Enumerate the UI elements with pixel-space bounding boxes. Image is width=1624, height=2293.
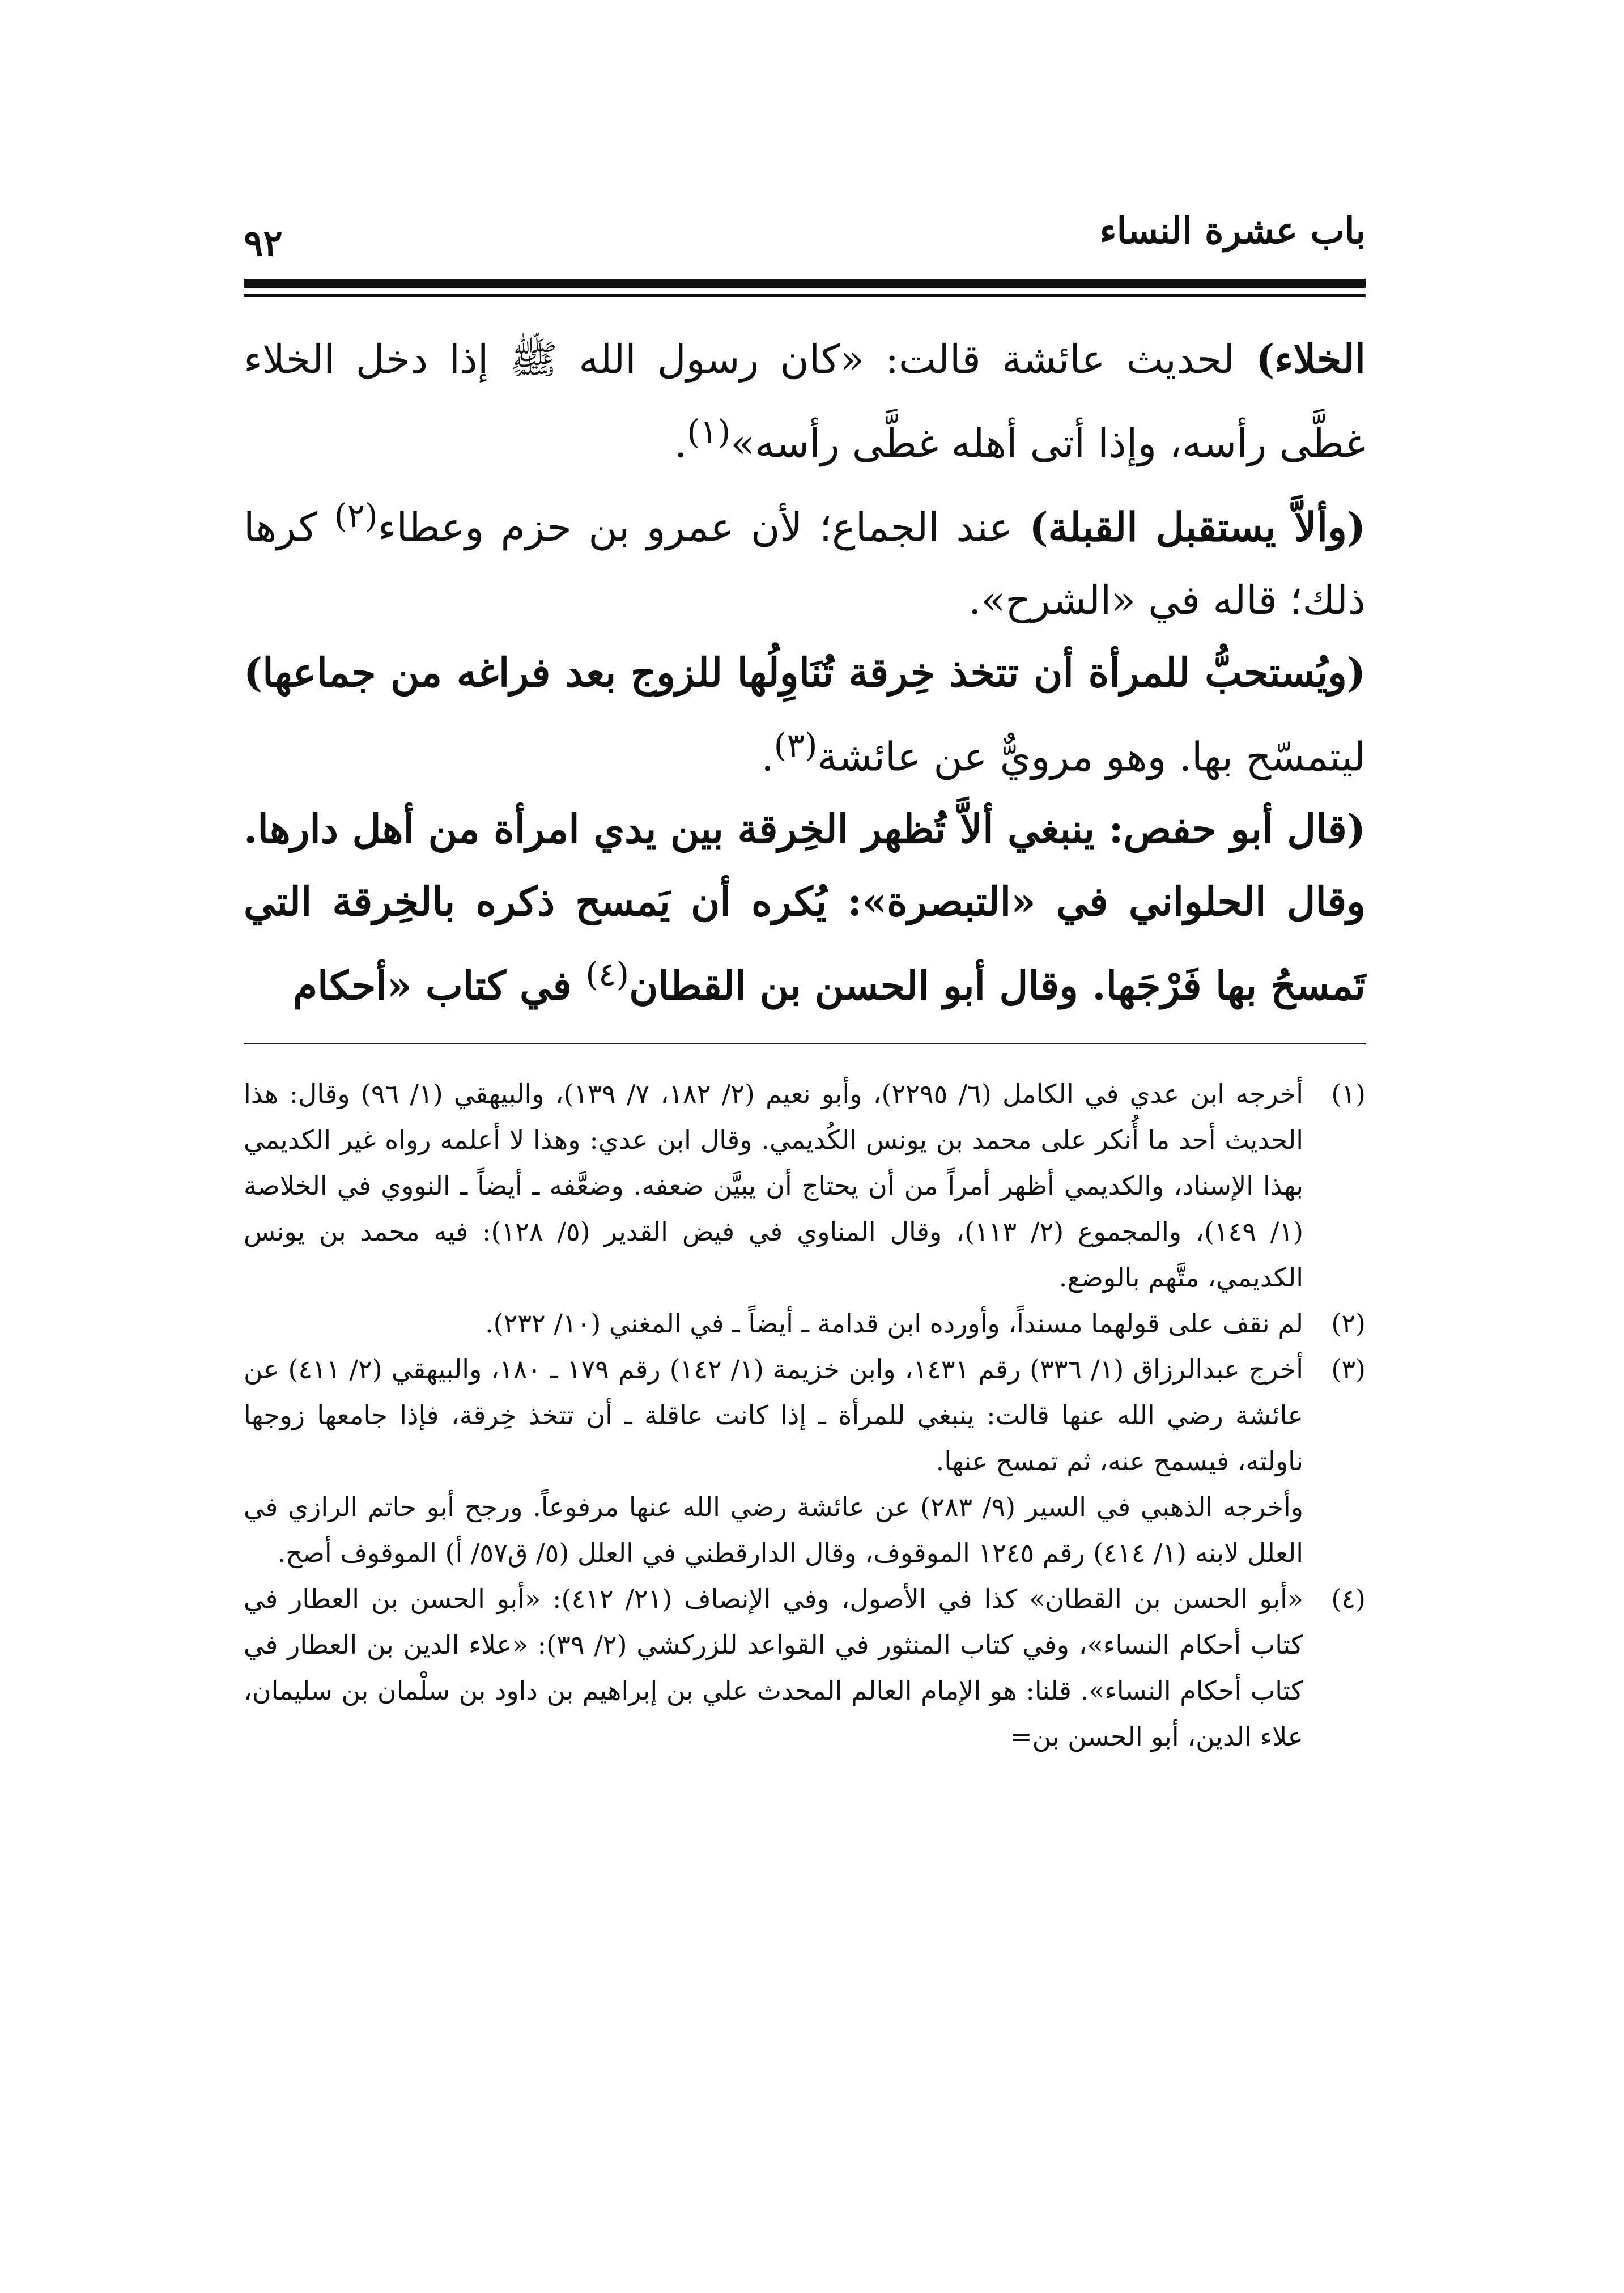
matn-text: (وألاَّ يستقبل القبلة) [1029, 503, 1366, 551]
footnote-body [244, 1576, 1303, 1760]
footnote-number: (٤) [1331, 1583, 1366, 1614]
footnotes [244, 1071, 1366, 1760]
footnote-number: (٢) [1331, 1308, 1366, 1339]
footnote [244, 1347, 1366, 1576]
footnote [244, 1576, 1366, 1760]
footnote-text: لم نقف على قولهما مسنداً، وأورده ابن قدامة ـ أيضاً ـ في المغني (١٠/ ٢٣٢). [485, 1308, 1303, 1339]
footnote [244, 1301, 1366, 1347]
footnote-separator [244, 1043, 1366, 1044]
footnote-text: وأخرجه الذهبي في السير (٩/ ٢٨٣) عن عائشة رضي الله عنها مرفوعاً. ورجح أبو حاتم الرازي في العلل لابنه (١/ ٤١٤) رقم ١٢٤٥ الموقوف، وقال الدارقطني في العلل (٥/ ق٥٧/ أ) الموقوف أصح. [244, 1492, 1304, 1568]
chapter-title: باب عشرة النساء [1099, 210, 1366, 252]
header-rule-thin [244, 294, 1366, 297]
footnote [244, 1071, 1366, 1301]
footnote-ref: (٢) [334, 496, 378, 536]
footnote-body [244, 1347, 1303, 1576]
sharh-text: . [761, 733, 774, 780]
footnote-text: أخرج عبدالرزاق (١/ ٣٣٦) رقم ١٤٣١، وابن خزيمة (١/ ١٤٢) رقم ١٧٩ ـ ١٨٠، والبيهقي (٢/ ٤١١) عن عائشة رضي الله عنها قالت: ينبغي للمرأة ـ إذا كانت عاقلة ـ أن تتخذ خِرقة، فإذا جامعها زوجها ناولته، فيسمح عنه، ثم تمسح عنها. [244, 1354, 1303, 1476]
sharh-text: . [674, 420, 687, 467]
footnote-number: (١) [1331, 1078, 1366, 1109]
main-paragraph [244, 323, 1366, 479]
sharh-text: عند الجماع؛ لأن عمرو بن حزم وعطاء [377, 504, 1030, 551]
matn-text: (ويُستحبُّ للمرأة أن تتخذ خِرقة تُنَاوِلُها للزوج بعد فراغه من جماعها) [244, 648, 1366, 696]
main-paragraph [244, 479, 1366, 636]
footnote-text: «أبو الحسن بن القطان» كذا في الأصول، وفي الإنصاف (٢١/ ٤١٢): «أبو الحسن بن العطار في كتاب أحكام النساء»، وفي كتاب المنثور في القواعد للزركشي (٢/ ٣٩): «علاء الدين بن العطار في كتاب أحكام النساء». قلنا: هو الإمام العالم المحدث علي بن إبراهيم بن داود بن سلْمان بن سليمان، علاء الدين، أبو الحسن بن= [244, 1583, 1304, 1752]
page-number: ٩٢ [244, 222, 283, 265]
footnote-number: (٣) [1331, 1354, 1366, 1385]
main-paragraph [244, 636, 1366, 793]
matn-text: (قال أبو حفص: ينبغي ألاَّ تُظهر الخِرقة بين يدي امرأة من أهل دارها. وقال الحلواني في «التبصرة»: يُكره أن يَمسح ذكره بالخِرقة التي تَمسحُ بها فَرْجَها. وقال أبو الحسن بن القطان [244, 805, 1366, 1009]
footnote-ref: (٤) [585, 954, 630, 993]
matn-text: في كتاب «أحكام [292, 962, 586, 1009]
footnote-ref: (٣) [773, 725, 818, 765]
footnote-ref: (١) [687, 413, 731, 451]
header-rule-thick [244, 279, 1366, 288]
main-paragraph [244, 793, 1366, 1022]
main-text [244, 323, 1366, 1022]
sharh-text: لحديث عائشة قالت: «كان رسول الله ﷺ إذا دخل الخلاء غطَّى رأسه، وإذا أتى أهله غطَّى رأسه» [244, 336, 1366, 467]
page-header [244, 210, 1366, 278]
footnote-body [244, 1301, 1303, 1347]
footnote-body [244, 1071, 1303, 1301]
sharh-text: ليتمسّح بها. وهو مرويٌّ عن عائشة [817, 733, 1366, 780]
sharh-text: كرها ذلك؛ قاله في «الشرح». [244, 504, 1366, 623]
matn-text: الخلاء) [1256, 336, 1366, 383]
footnote-text: أخرجه ابن عدي في الكامل (٦/ ٢٢٩٥)، وأبو نعيم (٢/ ١٨٢، ٧/ ١٣٩)، والبيهقي (١/ ٩٦) وقال: هذا الحديث أحد ما أُنكر على محمد بن يونس الكُديمي. وقال ابن عدي: وهذا لا أعلمه رواه غير الكديمي بهذا الإسناد، والكديمي أظهر أمراً من أن يحتاج أن يبيَّن ضعفه. وضعَّفه ـ أيضاً ـ النووي في الخلاصة (١/ ١٤٩)، والمجموع (٢/ ١١٣)، وقال المناوي في فيض القدير (٥/ ١٢٨): فيه محمد بن يونس الكديمي، متَّهم بالوضع. [244, 1078, 1304, 1293]
